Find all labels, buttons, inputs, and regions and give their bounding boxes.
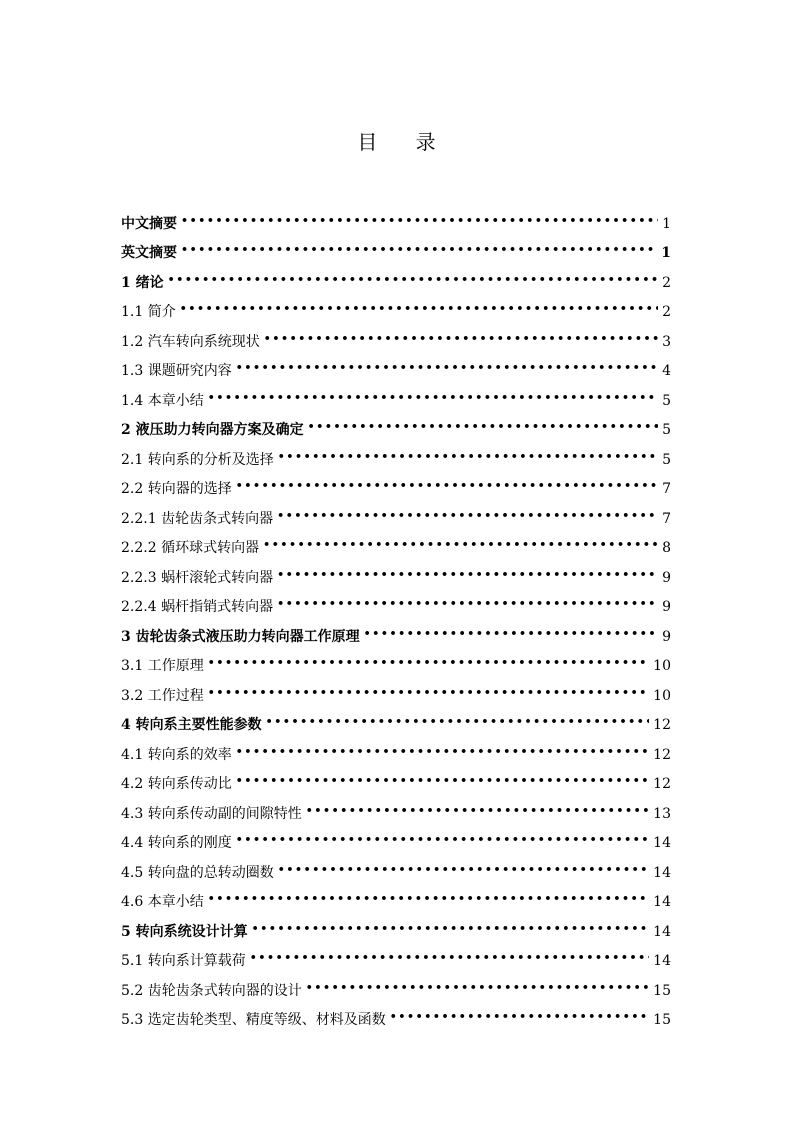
toc-entry-text: 中文摘要 [121, 215, 177, 232]
toc-entry-text: 2.2.1 齿轮齿条式转向器 [121, 510, 274, 527]
toc-entry[interactable] [121, 794, 671, 824]
toc-entry-text: 2.2 转向器的选择 [121, 481, 232, 497]
toc-page-number: 15 [653, 982, 671, 999]
toc-entry[interactable] [121, 824, 671, 854]
toc-dot-leader [208, 653, 649, 673]
toc-entry-text: 5 转向系统设计计算 [121, 923, 248, 940]
toc-title: 目 录 [357, 130, 436, 154]
toc-entry-text: 2.2.2 循环球式转向器 [121, 540, 260, 556]
toc-page-number: 2 [662, 304, 671, 320]
toc-page-number: 12 [653, 717, 671, 733]
toc-entry[interactable] [121, 411, 671, 441]
toc-dot-leader [168, 270, 658, 290]
toc-page-number: 7 [662, 481, 671, 497]
toc-entry[interactable] [121, 352, 671, 382]
toc-entry[interactable] [121, 706, 671, 736]
toc-dot-leader [236, 830, 649, 850]
toc-entry-text: 2.2.4 蜗杆指销式转向器 [121, 599, 274, 615]
toc-entry-text: 4 转向系主要性能参数 [121, 717, 262, 733]
toc-entry[interactable] [121, 440, 671, 470]
toc-entry[interactable] [121, 971, 671, 1001]
toc-page-number: 10 [653, 687, 671, 704]
toc-dot-leader [208, 683, 649, 703]
toc-page-number: 9 [662, 599, 671, 615]
toc-page-number: 7 [662, 510, 671, 527]
toc-entry-text: 4.6 本章小结 [121, 894, 204, 910]
toc-entry[interactable] [121, 735, 671, 765]
toc-page-number: 15 [653, 1012, 671, 1028]
toc-page-number: 14 [653, 835, 671, 851]
toc-dot-leader [364, 624, 658, 644]
toc-entry-text: 4.3 转向系传动副的间隙特性 [121, 805, 302, 822]
toc-dot-leader [236, 771, 649, 791]
toc-entry-text: 1.4 本章小结 [121, 392, 204, 409]
toc-dot-leader [306, 801, 649, 821]
toc-entry[interactable] [121, 263, 671, 293]
toc-entry-text: 1.2 汽车转向系统现状 [121, 333, 260, 350]
toc-entry[interactable] [121, 204, 671, 234]
toc-entry-text: 1 绪论 [121, 274, 164, 291]
toc-entry[interactable] [121, 234, 671, 264]
toc-dot-leader [236, 742, 649, 762]
toc-page-number: 14 [653, 864, 671, 881]
toc-entry-text: 3.2 工作过程 [121, 687, 204, 704]
toc-entry[interactable] [121, 617, 671, 647]
toc-page-number: 9 [662, 628, 671, 645]
toc-entry[interactable] [121, 381, 671, 411]
toc-dot-leader [181, 211, 658, 231]
toc-dot-leader [264, 329, 658, 349]
toc-dot-leader [180, 299, 658, 319]
toc-entry[interactable] [121, 322, 671, 352]
toc-dot-leader [278, 860, 649, 880]
toc-dot-leader [236, 476, 658, 496]
toc-dot-leader [208, 889, 649, 909]
toc-entry[interactable] [121, 558, 671, 588]
toc-page-number: 14 [653, 894, 671, 910]
toc-page-number: 13 [653, 805, 671, 822]
toc-dot-leader [277, 506, 658, 526]
toc-page-number: 5 [662, 392, 671, 409]
toc-page-number: 1 [661, 245, 671, 261]
toc-dot-leader [277, 594, 658, 614]
toc-page-number: 3 [662, 333, 671, 350]
toc-page-number: 5 [662, 451, 671, 468]
toc-entry[interactable] [121, 588, 671, 618]
toc-entry-text: 4.1 转向系的效率 [121, 746, 232, 763]
toc-page-number: 14 [653, 953, 671, 969]
toc-entry-text: 1.1 简介 [121, 304, 176, 320]
toc-dot-leader [306, 978, 649, 998]
toc-entry-text: 5.1 转向系计算载荷 [121, 953, 246, 969]
toc-page-number: 9 [662, 569, 671, 586]
toc-page-number: 12 [653, 746, 671, 763]
toc-page-number: 10 [653, 658, 671, 674]
toc-dot-leader [266, 712, 650, 732]
toc-entry[interactable] [121, 942, 671, 972]
toc-entry[interactable] [121, 293, 671, 323]
toc-entry[interactable] [121, 676, 671, 706]
toc-dot-leader [390, 1007, 649, 1027]
toc-entry-text: 3 齿轮齿条式液压助力转向器工作原理 [121, 628, 360, 645]
toc-dot-leader [181, 240, 657, 260]
toc-dot-leader [236, 358, 658, 378]
toc-dot-leader [308, 417, 658, 437]
toc-entry-text: 3.1 工作原理 [121, 658, 204, 674]
toc-entry[interactable] [121, 912, 671, 942]
toc-page-number: 2 [662, 274, 671, 291]
toc-entry[interactable] [121, 853, 671, 883]
toc-entry[interactable] [121, 883, 671, 913]
toc-entry-text: 5.2 齿轮齿条式转向器的设计 [121, 982, 302, 999]
toc-entry[interactable] [121, 1001, 671, 1031]
toc-entry[interactable] [121, 470, 671, 500]
toc-page-number: 4 [662, 363, 671, 379]
toc-dot-leader [250, 948, 649, 968]
toc-entry[interactable] [121, 529, 671, 559]
toc-dot-leader [277, 565, 658, 585]
toc-entry-text: 2.2.3 蜗杆滚轮式转向器 [121, 569, 274, 586]
toc-entry-text: 1.3 课题研究内容 [121, 363, 232, 379]
toc-entry-text: 英文摘要 [121, 245, 177, 261]
toc-dot-leader [208, 388, 658, 408]
toc-entry[interactable] [121, 765, 671, 795]
toc-page-number: 14 [653, 923, 671, 940]
table-of-contents [121, 204, 671, 1030]
toc-dot-leader [263, 535, 658, 555]
toc-entry[interactable] [121, 647, 671, 677]
toc-page-number: 1 [662, 215, 671, 232]
toc-page-number: 12 [653, 776, 671, 792]
toc-entry-text: 5.3 选定齿轮类型、精度等级、材料及函数 [121, 1012, 386, 1028]
toc-dot-leader [278, 447, 658, 467]
toc-entry-text: 2.1 转向系的分析及选择 [121, 451, 274, 468]
toc-entry-text: 4.2 转向系传动比 [121, 776, 232, 792]
toc-page-number: 5 [662, 422, 671, 438]
toc-dot-leader [252, 919, 650, 939]
toc-entry-text: 4.4 转向系的刚度 [121, 835, 232, 851]
toc-entry-text: 4.5 转向盘的总转动圈数 [121, 864, 274, 881]
toc-page-number: 8 [662, 540, 671, 556]
toc-entry-text: 2 液压助力转向器方案及确定 [121, 422, 304, 438]
toc-entry[interactable] [121, 499, 671, 529]
